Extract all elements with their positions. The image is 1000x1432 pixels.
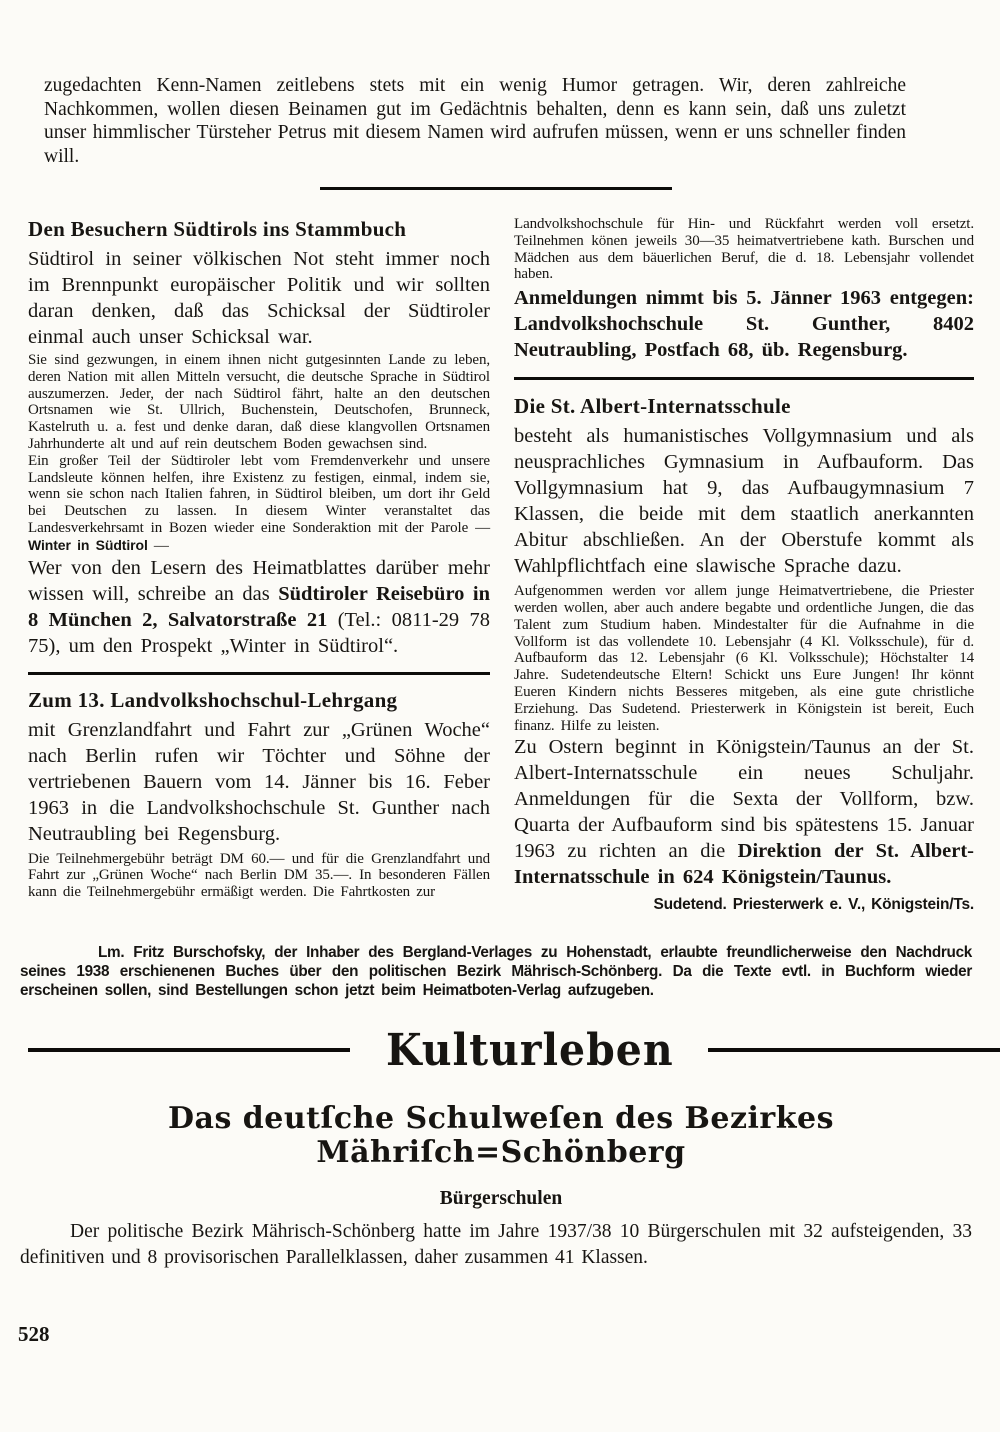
- left-column-divider-rule: [28, 672, 490, 675]
- article1-body2-bold: Winter in Südtirol: [28, 536, 148, 553]
- article2-continuation: Landvolkshochschule für Hin- und Rückfahrt werden voll ersetzt. Teilnehmen könen jeweils 30—35 heimatvertriebene kath. Burschen und Mädchen aus dem bäuerlichen Beruf, die d. 18. Lebensjahr vollendet haben.: [514, 216, 974, 283]
- left-column: [28, 216, 490, 914]
- article2-heading: Zum 13. Landvolkshochschul-Lehrgang: [28, 687, 398, 712]
- section-header-rule-left: [28, 1048, 350, 1052]
- article1-outro: [28, 555, 490, 659]
- right-column-divider-rule: [514, 377, 974, 380]
- article3-outro: [514, 734, 974, 890]
- schoolsystem-article-title: Das deutſche Schulweſen des Bezirkes Mähriſch=Schönberg: [168, 1101, 834, 1171]
- article2-lead: mit Grenzlandfahrt und Fahrt zur „Grünen Woche“ nach Berlin rufen wir Töchter und Söhne der vertriebenen Bauern vom 14. Jänner bis 16. Feber 1963 in die Landvolkshochschule St. Gunther nach Neutraubling bei Regensburg.: [28, 718, 490, 845]
- article1-outro-address: Südtiroler Reisebüro in 8 München 2, Salvatorstraße 21: [28, 582, 491, 631]
- article3-signature: Sudetend. Priesterwerk e. V., Königstein/Ts.: [653, 896, 974, 914]
- intro-paragraph: zugedachten Kenn-Namen zeitlebens stets mit ein wenig Humor getragen. Wir, deren zahlreiche Nachkommen, wollen diesen Beinamen gut im Gedächtnis behalten, denn es kann sein, daß uns zuletzt unser himmlischer Türsteher Petrus mit diesem Namen wird aufrufen müssen, wenn er uns schneller finden will.: [44, 75, 906, 167]
- article1-body1: Sie sind gezwungen, in einem ihnen nicht gutgesinnten Lande zu leben, deren Nation mit allen Mitteln versucht, die deutsche Sprache in Südtirol auszumerzen. Jeder, der nach Südtirol fährt, halte an den deutschen Ortsnamen wie St. Ullrich, Buchenstein, Deutschofen, Brunneck, Kastelruth u. a. fest und denke daran, daß diese klangvollen Ortsnamen Jahrhunderte alt und auf rein deutschem Boden gewachsen sind.: [28, 352, 490, 452]
- article1-lead: Südtirol in seiner völkischen Not steht immer noch im Brennpunkt europäischer Politik und wir sollten daran denken, daß das Schicksal der Südtiroler einmal auch unser Schicksal war.: [28, 248, 490, 348]
- two-column-area: [28, 216, 974, 914]
- page-number: 528: [18, 1322, 50, 1346]
- intro-divider-rule: [320, 187, 672, 190]
- article1-body2-text: Ein großer Teil der Südtiroler lebt vom Fremdenverkehr und unsere Landsleute können helfen, ihre Existenz zu festigen, einmal, indem sie, wenn sie schon nach Italien fahren, in Südtirol bleiben, um dort ihr Geld bei Deutschen zu lassen. In diesem Winter veranstaltet das Landesverkehrsamt in Bozen wieder eine Sonderaktion mit der Parole —: [28, 452, 490, 536]
- article3-heading: Die St. Albert-Internatsschule: [514, 394, 791, 419]
- article1-body2-dash: —: [147, 537, 169, 554]
- article1-heading: Den Besuchern Südtirols ins Stammbuch: [28, 217, 407, 241]
- section-title: Kulturleben: [386, 1024, 674, 1077]
- section-header-rule-right: [708, 1048, 1000, 1052]
- publisher-footnote: Lm. Fritz Burschofsky, der Inhaber des Bergland-Verlages zu Hohenstadt, erlaubte freundlicherweise den Nachdruck seines 1938 erschienenen Buches über den politischen Bezirk Mährisch-Schönberg. Da die Texte evtl. in Buchform wieder erscheinen sollen, sind Bestellungen schon jetzt beim Heimatboten-Verlag aufzugeben.: [20, 944, 972, 999]
- article3-body: Aufgenommen werden vor allem junge Heimatvertriebene, die Priester werden wollen, aber auch andere begabte und ordentliche Jungen, die das Talent zum Studium haben. Mindestalter für die Aufnahme in die Vollform ist das vollendete 10. Lebensjahr (4 Kl. Volksschule), für d. Aufbauform das 12. Lebensjahr (6 Kl. Volksschule); Höchstalter 14 Jahre. Sudetendeutsche Eltern! Schickt uns Eure Jungen! Ihr könnt Eueren Kindern nichts Besseres mitgeben, als eine gute christliche Erziehung. Das Sudetend. Priesterwerk in Königstein ist bereit, Euch finanz. Hilfe zu leisten.: [514, 583, 974, 734]
- article2-body: Die Teilnehmergebühr beträgt DM 60.— und für die Grenzlandfahrt und Fahrt zur „Grünen Woche“ nach Berlin DM 35.—. In besonderen Fällen kann die Teilnehmergebühr ermäßigt werden. Die Fahrtkosten zur: [28, 850, 490, 901]
- article3-lead: besteht als humanistisches Vollgymnasium und als neusprachliches Gymnasium in Aufbauform. Das Vollgymnasium hat 9, das Aufbaugymnasium 7 Klassen, die beide mit dem staatlich anerkannten Abitur abschließen. An der Oberstufe kommt als Wahlpflichtfach eine slawische Sprache dazu.: [514, 425, 974, 578]
- article1-outro-text: Wer von den Lesern des Heimatblattes darüber mehr wissen will, schreibe an das: [28, 556, 490, 605]
- article1-body2: [28, 453, 490, 555]
- buergerschulen-subheading: Bürgerschulen: [439, 1188, 563, 1210]
- article1-outro-tail: (Tel.: 0811-29 78 75), um den Prospekt „Winter in Südtirol“.: [28, 608, 491, 657]
- article3-outro-text: Zu Ostern beginnt in Königstein/Taunus an der St. Albert-Internatsschule ein neues Schuljahr. Anmeldungen für die Sexta der Vollform, bzw. Quarta der Aufbauform sind bis spätestens 15. Januar 1963 zu richten an die: [514, 736, 974, 863]
- right-column: [514, 216, 974, 914]
- registration-notice: Anmeldungen nimmt bis 5. Jänner 1963 entgegen: Landvolkshochschule St. Gunther, 8402 Neutraubling, Postfach 68, üb. Regensburg.: [514, 287, 974, 362]
- article3-outro-address: Direktion der St. Albert-Internatsschule in 624 Königstein/Taunus.: [514, 840, 974, 889]
- section-header: [28, 1024, 1000, 1077]
- buergerschulen-paragraph: Der politische Bezirk Mährisch-Schönberg hatte im Jahre 1937/38 10 Bürgerschulen mit 32 aufsteigenden, 33 definitiven und 8 provisorischen Parallelklassen, daher zusammen 41 Klassen.: [20, 1221, 972, 1268]
